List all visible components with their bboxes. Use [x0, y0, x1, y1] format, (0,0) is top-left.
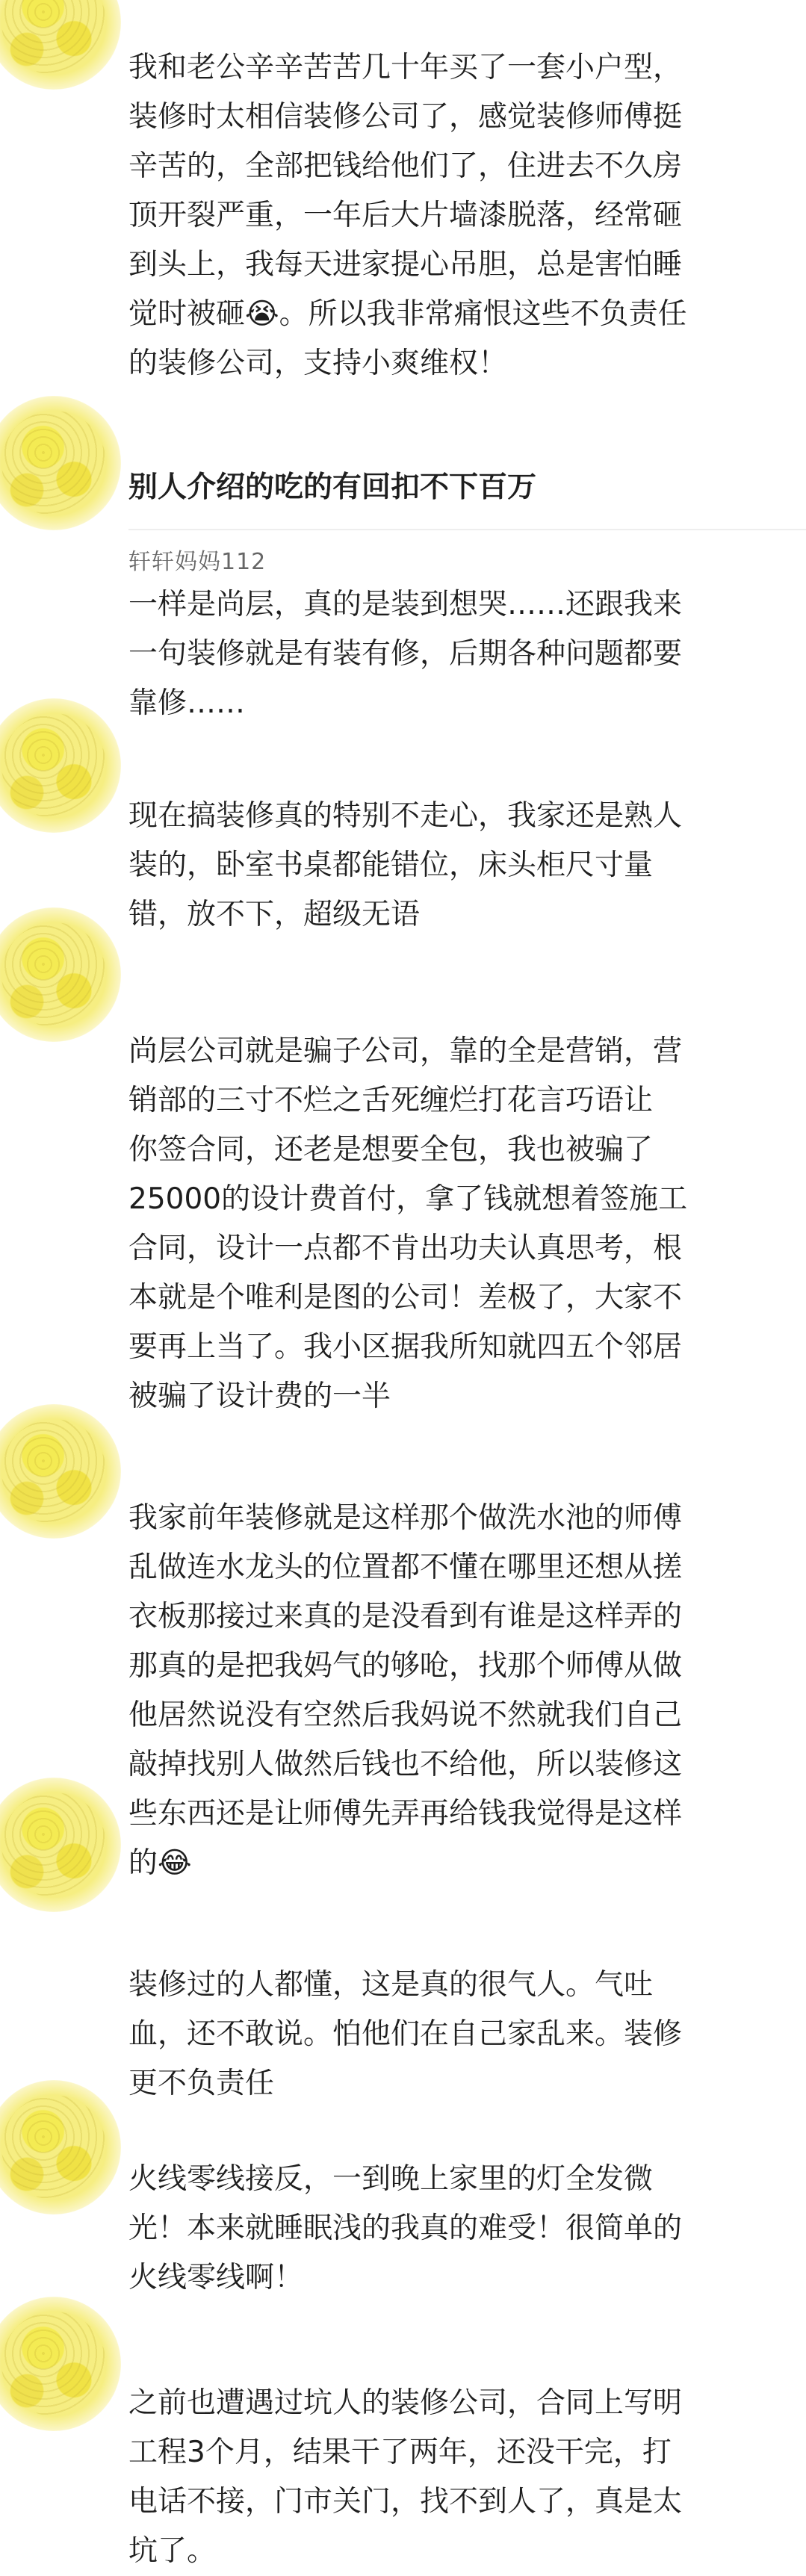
avatar[interactable]: [0, 1778, 121, 1912]
avatar[interactable]: [0, 2297, 121, 2431]
divider: [128, 529, 806, 530]
comment-text: 尚层公司就是骗子公司，靠的全是营销，营 销部的三寸不烂之舌死缠烂打花言巧语让 你签合同，还老是想要全包，我也被骗了 25000的设计费首付，拿了钱就想着签施工 合同，设计一点都不肯出功夫认真思考，根 本就是个唯利是图的公司！差极了，大家不 要再上当了。我小区据我所知就四五个邻居 被骗了设计费的一半: [128, 1034, 688, 1413]
comment-text: 装修过的人都懂，这是真的很气人。气吐 血，还不敢说。怕他们在自己家乱来。装修 更不负责任: [128, 1968, 683, 2100]
comment-text: 火线零线接反，一到晚上家里的灯全发微 光！本来就睡眠浅的我真的难受！很简单的 火线零线啊！: [128, 2162, 683, 2294]
comment-text: 一样是尚层，真的是装到想哭……还跟我来 一句装修就是有装有修，后期各种问题都要 靠修……: [128, 588, 683, 720]
avatar[interactable]: [0, 907, 121, 1042]
comment-text: 之前也遭遇过坑人的装修公司，合同上写明 工程3个月，结果干了两年，还没干完，打 电话不接，门市关门，找不到人了，真是太 坑了。: [128, 2386, 683, 2568]
avatar[interactable]: [0, 396, 121, 530]
comment-text: 现在搞装修真的特别不走心，我家还是熟人 装的，卧室书桌都能错位，床头柜尺寸量 错，放不下，超级无语: [128, 799, 683, 931]
comment-text: 我家前年装修就是这样那个做洗水池的师傅 乱做连水龙头的位置都不懂在哪里还想从搓 衣板那接过来真的是没看到有谁是这样弄的 那真的是把我妈气的够呛，找那个师傅从做 他居然说没有空然后我妈说不然就我们自己 敲掉找别人做然后钱也不给他，所以装修这 些东西还是让师傅先弄再给钱我觉得是这样 的😂: [128, 1501, 683, 1880]
comment-text: 我和老公辛辛苦苦几十年买了一套小户型， 装修时太相信装修公司了，感觉装修师傅挺 辛苦的，全部把钱给他们了，住进去不久房 顶开裂严重，一年后大片墙漆脱落，经常砸 到头上，我每天进家提心吊胆，总是害怕睡 觉时被砸😭。所以我非常痛恨这些不负责任 的装修公司，支持小爽维权！: [128, 51, 687, 380]
avatar[interactable]: [0, 1404, 121, 1539]
avatar[interactable]: [0, 2080, 121, 2215]
avatar[interactable]: [0, 698, 121, 833]
avatar[interactable]: [0, 0, 121, 90]
comment-text: 别人介绍的吃的有回扣不下百万: [128, 471, 537, 504]
username[interactable]: 轩轩妈妈112: [128, 549, 267, 575]
